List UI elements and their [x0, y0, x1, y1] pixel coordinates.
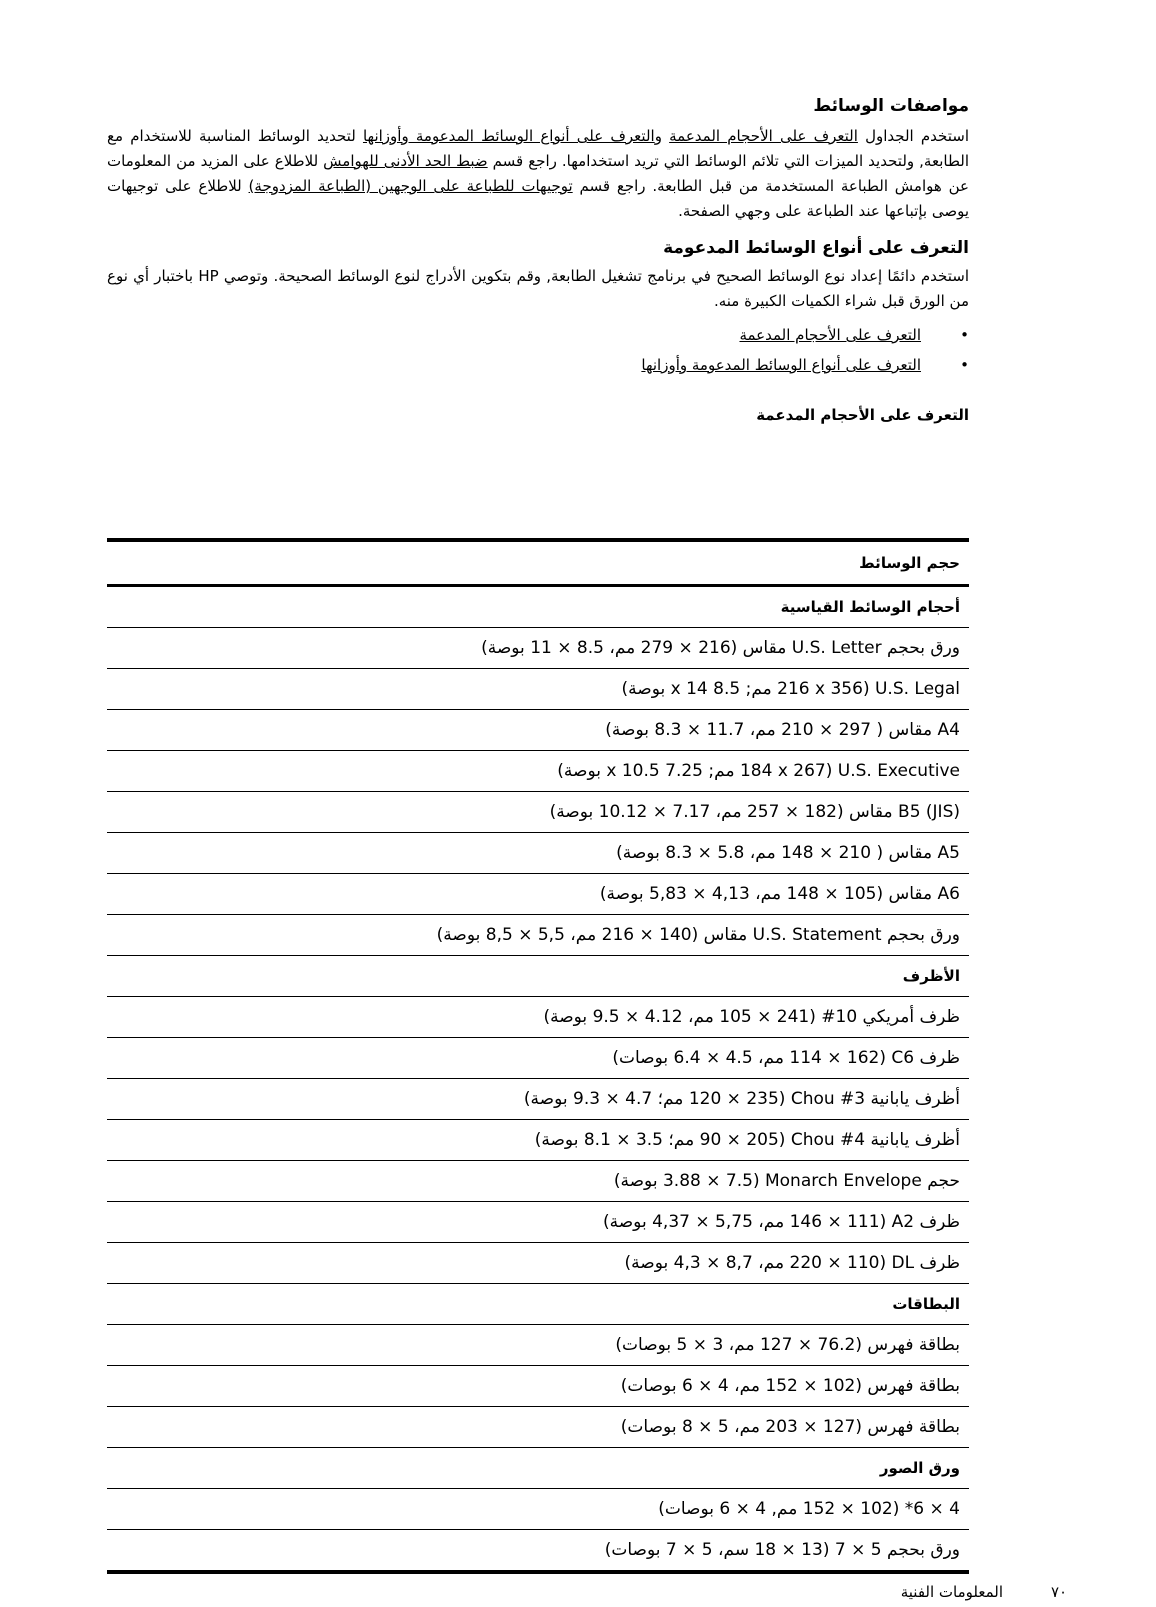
table-cell: ظرف DL (220 × 110 مم، 8,7 × 4,3 بوصة): [107, 1243, 969, 1284]
table-title: التعرف على الأحجام المدعمة: [756, 406, 969, 424]
table-cell: ظرف C6 (114 × 162 مم، 4.5 × 6.4 بوصات): [107, 1038, 969, 1079]
page-footer: [0, 1583, 1156, 1607]
list-item: [107, 320, 969, 350]
table-cell: U.S. Legal (216 x 356 مم; 8.5 x 14 بوصة): [107, 669, 969, 710]
table-cell: ورق بحجم U.S. Letter مقاس (216 × 279 مم، 8.5 × 11 بوصة): [107, 628, 969, 669]
table-cell: ورق بحجم 5 × 7 (13 × 18 سم، 5 × 7 بوصات): [604, 1540, 960, 1560]
table-row: [107, 1366, 969, 1407]
table-row: [107, 1243, 969, 1284]
table-row: [107, 915, 969, 956]
table-row: [107, 628, 969, 669]
link-supported-sizes[interactable]: التعرف على الأحجام المدعمة: [669, 127, 858, 145]
table-cell: أظرف يابانية Chou #4 (90 × 205 مم؛ 3.5 × 8.1 بوصة): [107, 1120, 969, 1161]
table-row: [107, 1489, 969, 1530]
table-cell: U.S. Executive (184 x 267 مم; 7.25 x 10.5 بوصة): [107, 751, 969, 792]
table-cell: أظرف يابانية Chou #3 (120 × 235 مم؛ 4.7 × 9.3 بوصة): [107, 1079, 969, 1120]
category-label: أحجام الوسائط القياسية: [107, 586, 969, 628]
table-category-row: [107, 956, 969, 997]
table-row: [107, 1120, 969, 1161]
table-category-row: [107, 1448, 969, 1489]
text-fragment: للاطلاع على توجيهات يوصى بإتباعها عند الطباعة على وجهي الصفحة.: [107, 177, 969, 220]
text-fragment: لتحديد الوسائط المناسبة للاستخدام مع الطابعة, ولتحديد الميزات التي تلائم الوسائط التي تريد استخدامها. راجع قسم: [107, 127, 969, 170]
link-supported-types-weights-2[interactable]: التعرف على أنواع الوسائط المدعومة وأوزانها: [641, 356, 921, 374]
table-row: [107, 1038, 969, 1079]
list-item: [107, 350, 969, 380]
table-category-row: [107, 586, 969, 628]
table-row: [107, 751, 969, 792]
page-content: [107, 92, 970, 1560]
link-supported-types-weights[interactable]: التعرف على أنواع الوسائط المدعومة وأوزانها: [362, 127, 655, 145]
table-cell: بطاقة فهرس (102 × 152 مم، 4 × 6 بوصات): [107, 1366, 969, 1407]
table-cell: A5 مقاس ( 210 × 148 مم، 5.8 × 8.3 بوصة): [107, 833, 969, 874]
table-row: [107, 1202, 969, 1243]
table-cell: ورق بحجم U.S. Statement مقاس (140 × 216 مم، 5,5 × 8,5 بوصة): [107, 915, 969, 956]
text-fragment: استخدم الجداول: [857, 127, 970, 145]
text-fragment: و: [654, 127, 670, 145]
table-category-row: [107, 1284, 969, 1325]
table-row: [107, 997, 969, 1038]
footer-chapter: المعلومات الفنية: [900, 1583, 1003, 1601]
section-title-supported-media: التعرف على أنواع الوسائط المدعومة: [663, 238, 969, 258]
table-cell: بطاقة فهرس (76.2 × 127 مم، 3 × 5 بوصات): [107, 1325, 969, 1366]
section-title-media-specs: مواصفات الوسائط: [813, 96, 969, 116]
table-header-cell: حجم الوسائط: [107, 540, 969, 586]
table-row: [107, 833, 969, 874]
page-number: ٧٠: [1051, 1583, 1068, 1601]
table-cell: ظرف أمريكي ‎#10‎ (105 × 241 مم، 4.12 × 9.5 بوصة): [107, 997, 969, 1038]
table-row: [107, 1407, 969, 1448]
table-cell: ظرف A2 (146 × 111 مم، 5,75 × 4,37 بوصة): [107, 1202, 969, 1243]
table-row: [107, 1530, 969, 1573]
table-cell: A4 مقاس ( 297 × 210 مم، 11.7 × 8.3 بوصة): [107, 710, 969, 751]
table-row: [107, 669, 969, 710]
media-sizes-table: [107, 538, 969, 1574]
table-header-row: [107, 540, 969, 586]
table-cell: 4 × 6* (102 × 152 مم, 4 × 6 بوصات): [107, 1489, 969, 1530]
table-row: [107, 710, 969, 751]
table-cell: بطاقة فهرس (127 × 203 مم، 5 × 8 بوصات): [107, 1407, 969, 1448]
table-cell: B5 (JIS) مقاس (182 × 257 مم، 7.17 × 10.12 بوصة): [107, 792, 969, 833]
category-label: ورق الصور: [107, 1448, 969, 1489]
table-cell: حجم Monarch Envelope (3.88 × 7.5 بوصة): [107, 1161, 969, 1202]
link-supported-sizes-2[interactable]: التعرف على الأحجام المدعمة: [739, 326, 921, 344]
table-row: [107, 1325, 969, 1366]
table-cell: A6 مقاس (105 × 148 مم، 4,13 × 5,83 بوصة): [107, 874, 969, 915]
link-duplex-guidelines[interactable]: توجيهات للطباعة على الوجهين (الطباعة المزدوجة): [248, 177, 573, 195]
media-specs-paragraph: [107, 124, 969, 224]
table-row: [107, 1079, 969, 1120]
text-fragment: للاطلاع على المزيد من المعلومات عن هوامش الطباعة المستخدمة من قبل الطابعة. راجع قسم: [107, 152, 969, 195]
table-row: [107, 792, 969, 833]
table-row: [107, 1161, 969, 1202]
category-label: البطاقات: [107, 1284, 969, 1325]
supported-media-paragraph: استخدم دائمًا إعداد نوع الوسائط الصحيح في برنامج تشغيل الطابعة, وقم بتكوين الأدراج لنوع الوسائط الصحيحة. وتوصي HP باختبار أي نوع من الورق قبل شراء الكميات الكبيرة منه.: [107, 267, 969, 310]
table-row: [107, 874, 969, 915]
link-list: [107, 320, 969, 380]
category-label: الأظرف: [107, 956, 969, 997]
link-minimum-margins[interactable]: ضبط الحد الأدنى للهوامش: [323, 152, 488, 170]
